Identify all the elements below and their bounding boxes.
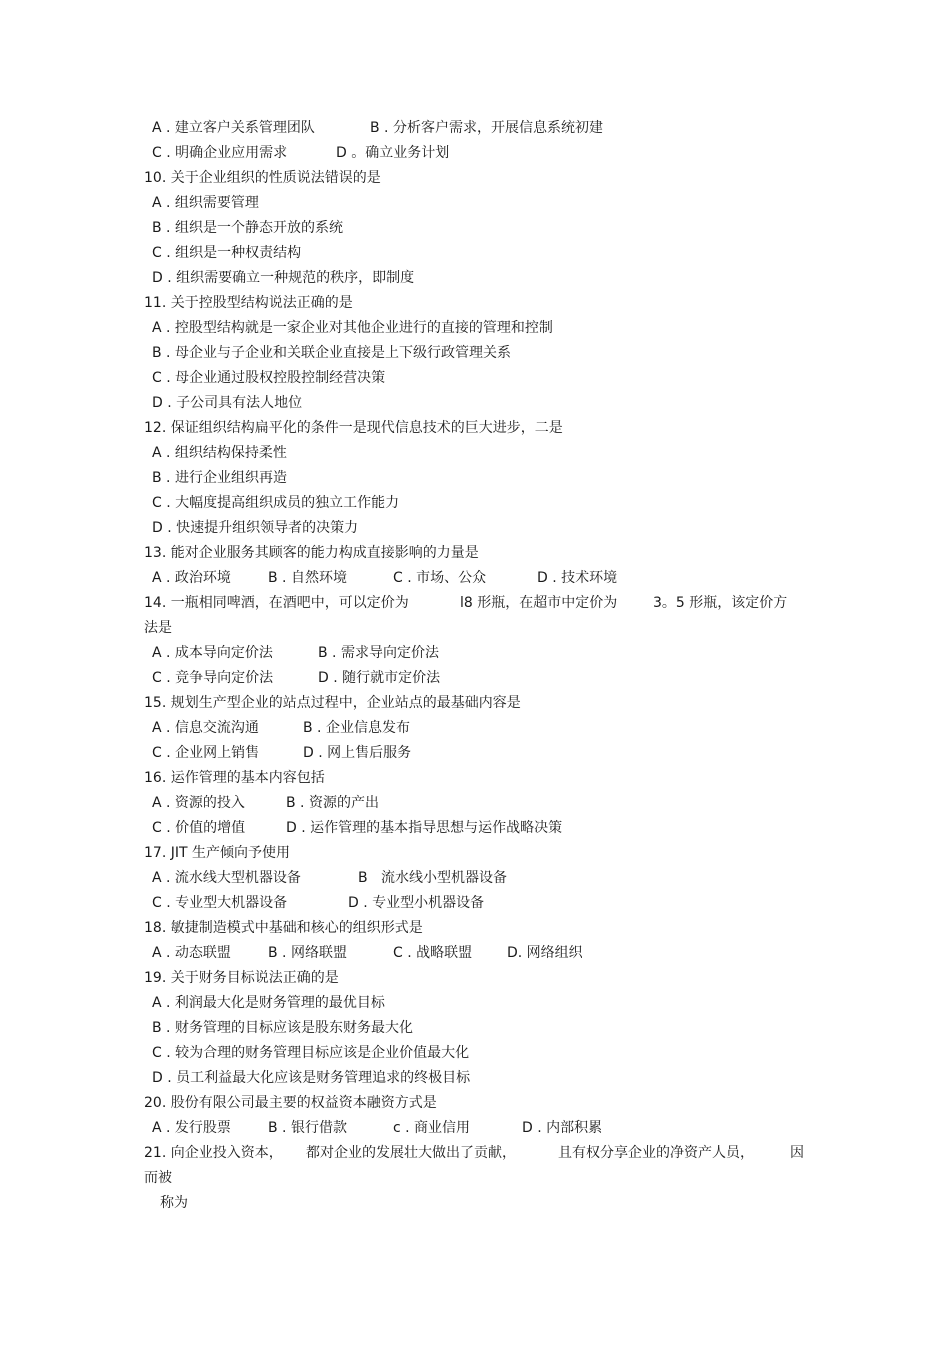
text-line <box>0 118 950 138</box>
line-text: A . 组织结构保持柔性 <box>152 445 287 461</box>
line-text: A . 信息交流沟通 <box>152 720 259 736</box>
option-text: C . 市场、公众 <box>393 570 487 586</box>
line-text: A . 动态联盟 <box>152 945 231 961</box>
line-text: B . 组织是一个静态开放的系统 <box>152 220 343 236</box>
option-text: C . 战略联盟 <box>393 945 473 961</box>
text-line <box>0 993 950 1013</box>
text-line <box>0 918 950 938</box>
text-line <box>0 693 950 713</box>
text-line <box>0 1018 950 1038</box>
line-text: A . 发行股票 <box>152 1120 231 1136</box>
option-text: B . 需求导向定价法 <box>318 645 439 661</box>
text-line <box>0 743 950 763</box>
option-text: 因 <box>790 1145 804 1161</box>
option-text: D . 网上售后服务 <box>303 745 412 761</box>
text-line <box>0 768 950 788</box>
text-line <box>0 1143 950 1163</box>
option-text: D . 专业型小机器设备 <box>348 895 485 911</box>
text-line <box>0 393 950 413</box>
text-line <box>0 1068 950 1088</box>
text-line <box>0 218 950 238</box>
option-text: B . 企业信息发布 <box>303 720 410 736</box>
line-text: 17. JIT 生产倾向予使用 <box>144 845 290 861</box>
text-line <box>0 293 950 313</box>
option-text: B . 资源的产出 <box>286 795 379 811</box>
line-text: 16. 运作管理的基本内容包括 <box>144 770 325 786</box>
line-text: A . 控股型结构就是一家企业对其他企业进行的直接的管理和控制 <box>152 320 553 336</box>
text-line <box>0 843 950 863</box>
text-line <box>0 718 950 738</box>
text-line <box>0 668 950 688</box>
option-text: c . 商业信用 <box>393 1120 471 1136</box>
text-line <box>0 968 950 988</box>
text-line <box>0 1093 950 1113</box>
option-text: B . 银行借款 <box>268 1120 347 1136</box>
option-text: D. 网络组织 <box>507 945 583 961</box>
line-text: C . 大幅度提高组织成员的独立工作能力 <box>152 495 400 511</box>
line-text: 10. 关于企业组织的性质说法错误的是 <box>144 170 381 186</box>
text-line <box>0 1118 950 1138</box>
line-text: A . 成本导向定价法 <box>152 645 273 661</box>
text-line <box>0 1168 950 1188</box>
option-text: B . 网络联盟 <box>268 945 347 961</box>
line-text: 法是 <box>144 620 172 636</box>
line-text: 而被 <box>144 1170 172 1186</box>
text-line <box>0 1043 950 1063</box>
line-text: B . 进行企业组织再造 <box>152 470 287 486</box>
line-text: D . 子公司具有法人地位 <box>152 395 303 411</box>
text-line <box>0 893 950 913</box>
option-text: 且有权分享企业的净资产人员， <box>558 1145 754 1161</box>
option-text: B 流水线小型机器设备 <box>358 870 507 886</box>
text-line <box>0 793 950 813</box>
text-line <box>0 418 950 438</box>
text-line <box>0 593 950 613</box>
text-line <box>0 168 950 188</box>
option-text: D . 内部积累 <box>522 1120 603 1136</box>
line-text: 12. 保证组织结构扁平化的条件一是现代信息技术的巨大进步，二是 <box>144 420 563 436</box>
line-text: C . 较为合理的财务管理目标应该是企业价值最大化 <box>152 1045 470 1061</box>
option-text: 3。5 形瓶，该定价方 <box>653 595 788 611</box>
line-text: 14. 一瓶相同啤酒，在酒吧中，可以定价为 <box>144 595 409 611</box>
line-text: 21. 向企业投入资本， <box>144 1145 283 1161</box>
line-text: C . 专业型大机器设备 <box>152 895 288 911</box>
option-text: B . 分析客户需求，开展信息系统初建 <box>370 120 603 136</box>
option-text: D . 随行就市定价法 <box>318 670 441 686</box>
line-text: 19. 关于财务目标说法正确的是 <box>144 970 339 986</box>
line-text: D . 员工利益最大化应该是财务管理追求的终极目标 <box>152 1070 471 1086</box>
option-text: 都对企业的发展壮大做出了贡献， <box>306 1145 516 1161</box>
line-text: D . 快速提升组织领导者的决策力 <box>152 520 359 536</box>
line-text: B . 母企业与子企业和关联企业直接是上下级行政管理关系 <box>152 345 511 361</box>
line-text: C . 价值的增值 <box>152 820 246 836</box>
line-text: 15. 规划生产型企业的站点过程中，企业站点的最基础内容是 <box>144 695 521 711</box>
line-text: C . 母企业通过股权控股控制经营决策 <box>152 370 386 386</box>
line-text: D . 组织需要确立一种规范的秩序，即制度 <box>152 270 415 286</box>
text-line <box>0 343 950 363</box>
text-line <box>0 268 950 288</box>
line-text: A . 建立客户关系管理团队 <box>152 120 315 136</box>
text-line <box>0 818 950 838</box>
text-line <box>0 543 950 563</box>
line-text: 20. 股份有限公司最主要的权益资本融资方式是 <box>144 1095 437 1111</box>
line-text: A . 利润最大化是财务管理的最优目标 <box>152 995 385 1011</box>
line-text: A . 流水线大型机器设备 <box>152 870 301 886</box>
text-line <box>0 568 950 588</box>
line-text: C . 组织是一种权责结构 <box>152 245 302 261</box>
option-text: B . 自然环境 <box>268 570 347 586</box>
line-text: 18. 敏捷制造模式中基础和核心的组织形式是 <box>144 920 423 936</box>
text-line <box>0 143 950 163</box>
text-line <box>0 318 950 338</box>
text-line <box>0 493 950 513</box>
option-text: D 。确立业务计划 <box>336 145 450 161</box>
text-line <box>0 243 950 263</box>
text-line <box>0 193 950 213</box>
text-line <box>0 368 950 388</box>
line-text: C . 企业网上销售 <box>152 745 260 761</box>
line-text: A . 政治环境 <box>152 570 231 586</box>
text-line <box>0 943 950 963</box>
line-text: 称为 <box>160 1195 188 1211</box>
line-text: 11. 关于控股型结构说法正确的是 <box>144 295 353 311</box>
option-text: D . 技术环境 <box>537 570 618 586</box>
text-line <box>0 1193 950 1213</box>
line-text: A . 组织需要管理 <box>152 195 259 211</box>
text-line <box>0 443 950 463</box>
option-text: l8 形瓶，在超市中定价为 <box>460 595 618 611</box>
text-line <box>0 643 950 663</box>
line-text: B . 财务管理的目标应该是股东财务最大化 <box>152 1020 413 1036</box>
text-line <box>0 468 950 488</box>
text-line <box>0 518 950 538</box>
line-text: C . 明确企业应用需求 <box>152 145 288 161</box>
option-text: D . 运作管理的基本指导思想与运作战略决策 <box>286 820 563 836</box>
line-text: A . 资源的投入 <box>152 795 245 811</box>
text-line <box>0 618 950 638</box>
line-text: 13. 能对企业服务其顾客的能力构成直接影响的力量是 <box>144 545 479 561</box>
text-line <box>0 868 950 888</box>
line-text: C . 竞争导向定价法 <box>152 670 274 686</box>
